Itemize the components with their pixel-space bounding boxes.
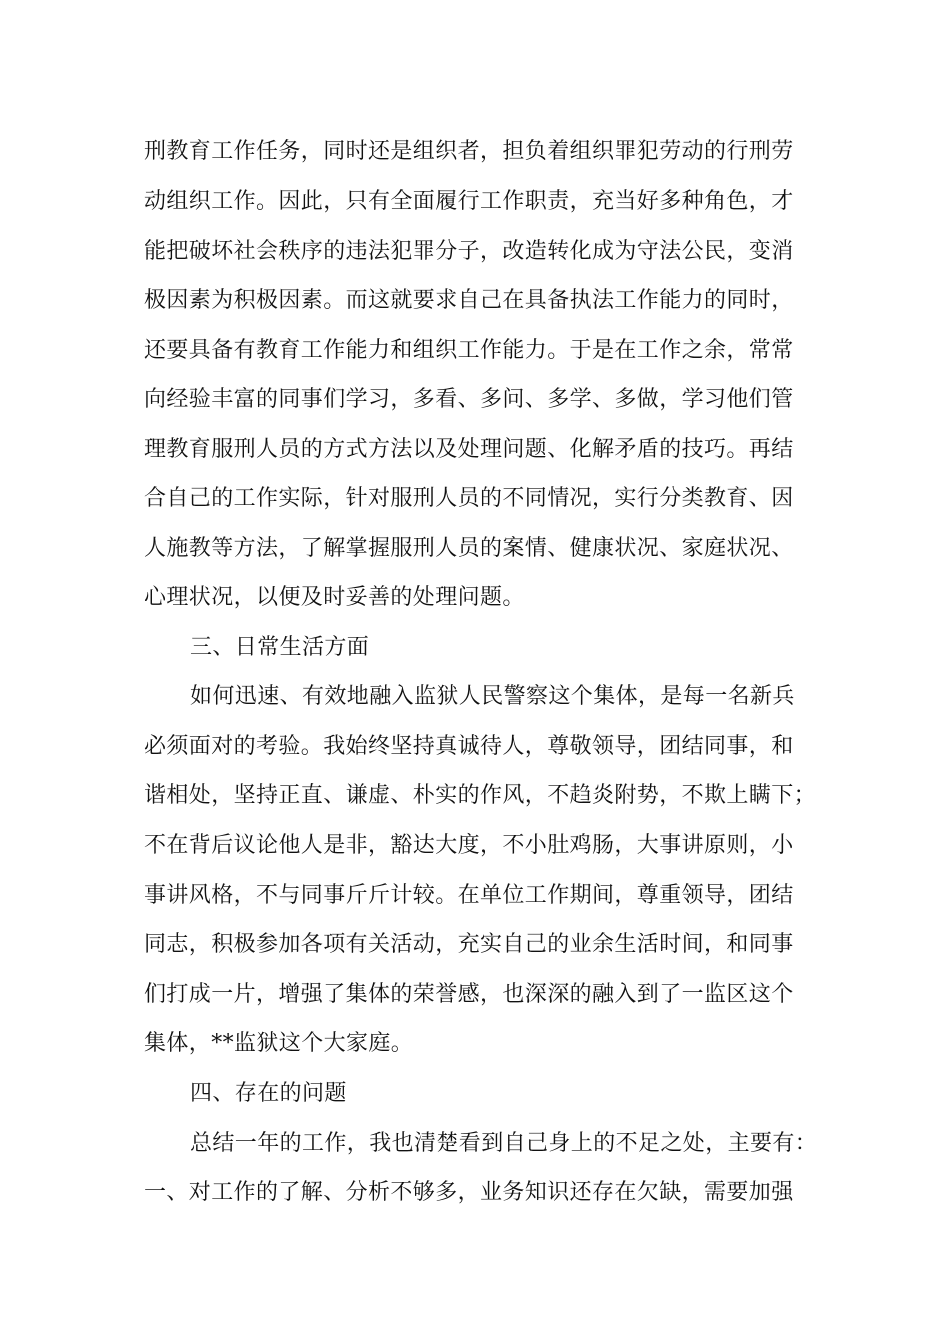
text-line: 同志，积极参加各项有关活动，充实自己的业余生活时间，和同事 xyxy=(144,932,794,957)
text-line: 总结一年的工作，我也清楚看到自己身上的不足之处，主要有： xyxy=(190,1131,818,1156)
text-line: 还要具备有教育工作能力和组织工作能力。于是在工作之余，常常 xyxy=(144,338,794,363)
text-line: 必须面对的考验。我始终坚持真诚待人，尊敬领导，团结同事，和 xyxy=(144,734,794,759)
text-line: 极因素为积极因素。而这就要求自己在具备执法工作能力的同时， xyxy=(144,288,794,313)
text-line: 事讲风格，不与同事斤斤计较。在单位工作期间，尊重领导，团结 xyxy=(144,883,794,908)
text-line: 能把破坏社会秩序的违法犯罪分子，改造转化成为守法公民，变消 xyxy=(144,239,794,264)
text-line: 理教育服刑人员的方式方法以及处理问题、化解矛盾的技巧。再结 xyxy=(144,437,794,462)
text-line: 如何迅速、有效地融入监狱人民警察这个集体，是每一名新兵 xyxy=(190,684,795,709)
section-heading: 四、存在的问题 xyxy=(190,1081,347,1106)
text-line: 一、对工作的了解、分析不够多，业务知识还存在欠缺，需要加强 xyxy=(144,1180,794,1205)
section-heading: 三、日常生活方面 xyxy=(190,635,370,660)
text-line: 谐相处，坚持正直、谦虚、朴实的作风，不趋炎附势，不欺上瞒下； xyxy=(144,783,817,808)
text-line: 刑教育工作任务，同时还是组织者，担负着组织罪犯劳动的行刑劳 xyxy=(144,139,794,164)
text-line: 心理状况，以便及时妥善的处理问题。 xyxy=(144,585,525,610)
text-line: 动组织工作。因此，只有全面履行工作职责，充当好多种角色，才 xyxy=(144,189,794,214)
text-line: 向经验丰富的同事们学习，多看、多问、多学、多做，学习他们管 xyxy=(144,387,794,412)
text-line: 合自己的工作实际，针对服刑人员的不同情况，实行分类教育、因 xyxy=(144,486,794,511)
text-line: 不在背后议论他人是非，豁达大度，不小肚鸡肠，大事讲原则，小 xyxy=(144,833,794,858)
text-line: 们打成一片，增强了集体的荣誉感，也深深的融入到了一监区这个 xyxy=(144,982,794,1007)
text-line: 人施教等方法，了解掌握服刑人员的案情、健康状况、家庭状况、 xyxy=(144,536,794,561)
text-line: 集体，**监狱这个大家庭。 xyxy=(144,1031,414,1056)
